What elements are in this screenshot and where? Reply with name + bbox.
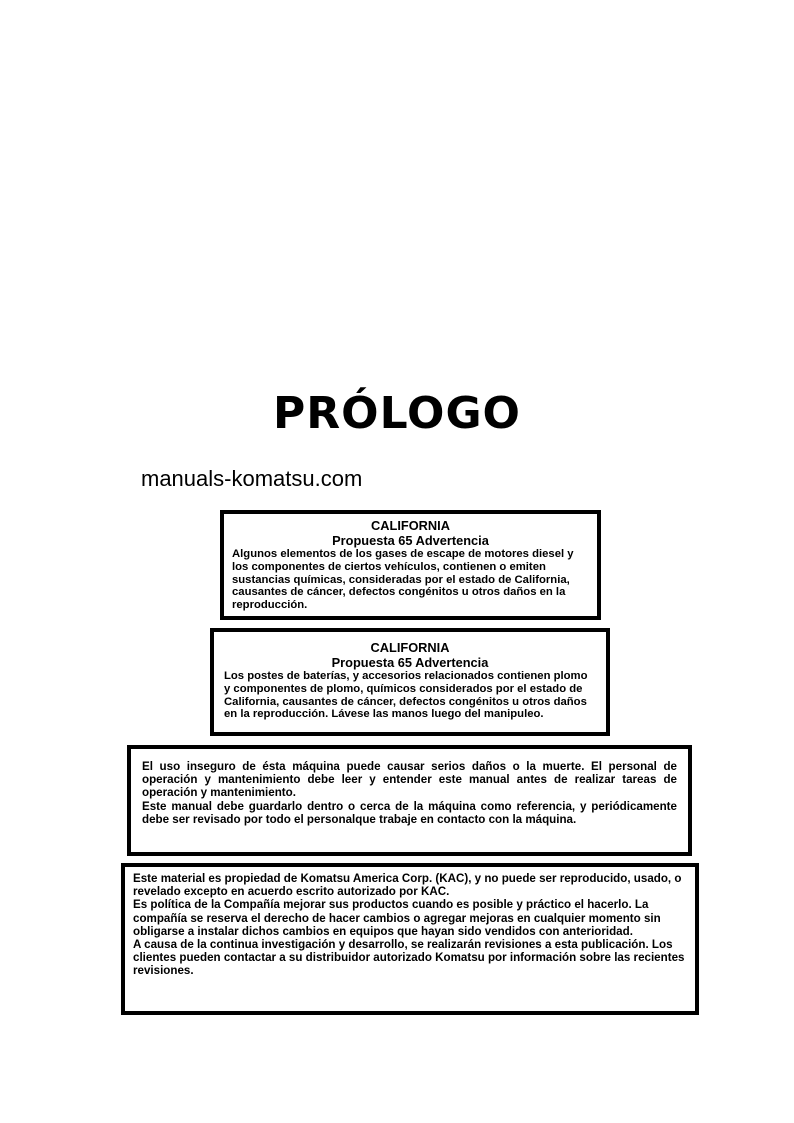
warning-heading: Propuesta 65 Advertencia	[332, 532, 489, 548]
warning-text: Algunos elementos de los gases de escape de motores diesel y los componentes de ciertos vehículos, contienen o emiten sustancias químicas, consideradas por el estado de California, causantes de cáncer, defectos congénitos u otros daños en la reproducción.	[232, 548, 574, 612]
copyright-notice-box	[121, 863, 699, 1015]
page-title: PRÓLOGO	[273, 388, 521, 439]
warning-state: CALIFORNIA	[370, 640, 450, 655]
prop65-exhaust-warning-box	[220, 510, 601, 620]
safety-notice-box	[127, 745, 692, 856]
safety-paragraph-2: Este manual debe guardarlo dentro o cerca de la máquina como referencia, y periódicamente debe ser revisado por todo el personalque trabaje en contacto con la máquina.	[142, 799, 677, 826]
warning-text: Los postes de baterías, y accesorios relacionados contienen plomo y componentes de plomo, químicos considerados por el estado de California, causantes de cáncer, defectos congénitos u otros daños en la reproducción. Lávese las manos luego del manipuleo.	[224, 670, 588, 721]
safety-paragraph-1: El uso inseguro de ésta máquina puede causar serios daños o la muerte. El personal de operación y mantenimiento debe leer y entender este manual antes de realizar tareas de operación y mantenimiento.	[142, 760, 677, 800]
notice-paragraph-3: A causa de la continua investigación y desarrollo, se realizarán revisiones a esta publicación. Los clientes pueden contactar a su distribuidor autorizado Komatsu por información sobre las recientes revisiones.	[133, 938, 685, 978]
notice-paragraph-2: Es política de la Compañía mejorar sus productos cuando es posible y práctico el hacerlo. La compañía se reserva el derecho de hacer cambios o agregar mejoras en cualquier momento sin obligarse a instalar dichos cambios en equipos que hayan sido vendidos con anterioridad.	[133, 898, 661, 938]
warning-heading: Propuesta 65 Advertencia	[331, 654, 489, 670]
prop65-battery-warning-box	[210, 628, 610, 736]
notice-paragraph-1: Este material es propiedad de Komatsu America Corp. (KAC), y no puede ser reproducido, usado, o revelado excepto en acuerdo escrito autorizado por KAC.	[133, 872, 682, 899]
warning-state: CALIFORNIA	[371, 518, 450, 533]
website-text: manuals-komatsu.com	[141, 466, 363, 491]
